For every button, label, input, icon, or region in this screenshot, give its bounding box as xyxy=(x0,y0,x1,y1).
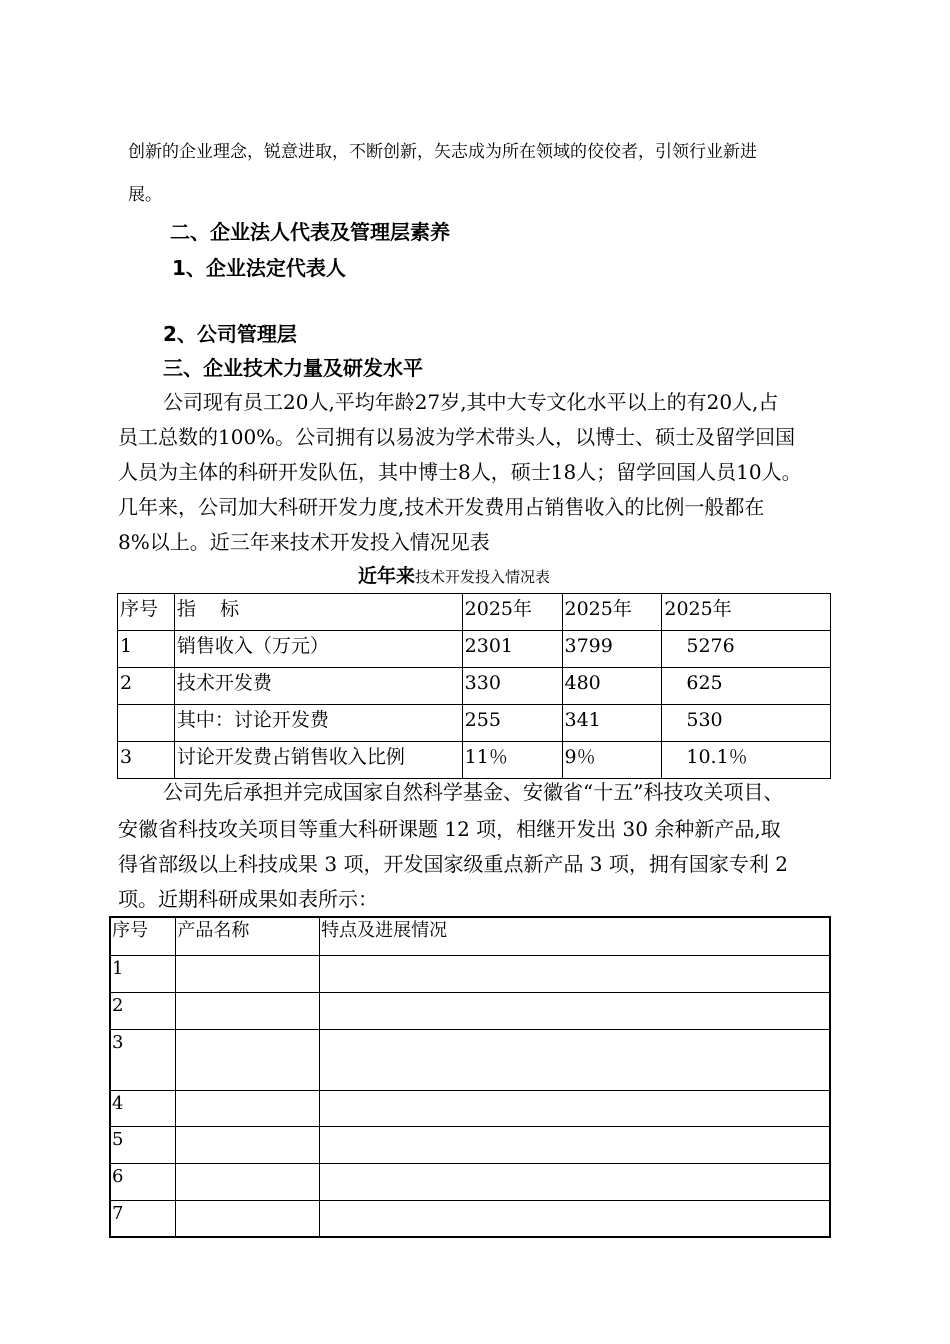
table-cell xyxy=(320,1029,830,1090)
table1-caption-sub: 技术开发投入情况表 xyxy=(415,568,551,586)
table-cell: 1 xyxy=(118,631,175,668)
table-cell: 5 xyxy=(110,1126,176,1163)
para2-line-4: 项。近期科研成果如表所示： xyxy=(118,887,378,911)
section-heading-3: 三、企业技术力量及研发水平 xyxy=(163,356,423,380)
para1-line-3: 人员为主体的科研开发队伍，其中博士8人，硕士18人；留学回国人员10人。 xyxy=(118,460,802,484)
header-cell: 序号 xyxy=(110,917,176,955)
table-cell: 6 xyxy=(110,1163,176,1200)
header-cell: 序号 xyxy=(118,594,175,631)
table-cell xyxy=(176,1163,320,1200)
subheading-legal-rep: 1、企业法定代表人 xyxy=(172,256,346,280)
table-row xyxy=(110,1163,830,1200)
tech-investment-table xyxy=(117,593,831,779)
table-row xyxy=(118,742,831,779)
table-cell: 讨论开发费占销售收入比例 xyxy=(174,742,462,779)
table-cell xyxy=(320,1200,830,1237)
table-row xyxy=(110,955,830,992)
table-cell xyxy=(118,705,175,742)
subheading-management: 2、公司管理层 xyxy=(163,322,297,346)
table-cell: 9％ xyxy=(562,742,662,779)
table-cell xyxy=(176,1029,320,1090)
table-row xyxy=(118,705,831,742)
table-cell xyxy=(320,1090,830,1126)
para1-line-2: 员工总数的100%。公司拥有以易波为学术带头人，以博士、硕士及留学回国 xyxy=(118,425,796,449)
para1-line-5: 8%以上。近三年来技术开发投入情况见表 xyxy=(118,530,490,554)
table-cell: 1 xyxy=(110,955,176,992)
table-row xyxy=(110,1200,830,1237)
header-cell: 2025年 xyxy=(562,594,662,631)
table-cell: 11％ xyxy=(462,742,562,779)
header-cell: 指 标 xyxy=(174,594,462,631)
table-cell: 625 xyxy=(662,668,831,705)
table-cell: 480 xyxy=(562,668,662,705)
table-cell xyxy=(320,955,830,992)
table-row xyxy=(110,992,830,1029)
table-cell: 2301 xyxy=(462,631,562,668)
table-cell: 其中：讨论开发费 xyxy=(174,705,462,742)
table-cell xyxy=(176,955,320,992)
table-cell xyxy=(176,1200,320,1237)
research-results-table xyxy=(109,916,831,1238)
table-cell: 10.1％ xyxy=(662,742,831,779)
header-cell: 2025年 xyxy=(462,594,562,631)
table-cell xyxy=(320,1163,830,1200)
table-cell: 255 xyxy=(462,705,562,742)
table-cell: 330 xyxy=(462,668,562,705)
header-cell: 产品名称 xyxy=(176,917,320,955)
table-cell: 2 xyxy=(110,992,176,1029)
table-cell xyxy=(320,1126,830,1163)
table-header-row xyxy=(118,594,831,631)
header-cell: 2025年 xyxy=(662,594,831,631)
intro-line-1: 创新的企业理念，锐意进取，不断创新，矢志成为所在领域的佼佼者，引领行业新进 xyxy=(128,142,757,162)
table-row xyxy=(118,631,831,668)
table-cell: 技术开发费 xyxy=(174,668,462,705)
table-cell: 341 xyxy=(562,705,662,742)
table-header-row xyxy=(110,917,830,955)
para2-line-1: 公司先后承担并完成国家自然科学基金、安徽省“十五”科技攻关项目、 xyxy=(163,780,784,804)
table-cell xyxy=(320,992,830,1029)
table-cell xyxy=(176,1126,320,1163)
table-row xyxy=(118,668,831,705)
table-cell: 销售收入（万元） xyxy=(174,631,462,668)
table-cell xyxy=(176,992,320,1029)
para1-line-1: 公司现有员工20人,平均年龄27岁,其中大专文化水平以上的有20人,占 xyxy=(163,390,779,414)
table-cell: 3799 xyxy=(562,631,662,668)
table-cell: 5276 xyxy=(662,631,831,668)
table1-caption xyxy=(358,561,550,588)
intro-line-2: 展。 xyxy=(128,185,162,205)
table-row xyxy=(110,1029,830,1090)
table-cell: 4 xyxy=(110,1090,176,1126)
header-cell: 特点及进展情况 xyxy=(320,917,830,955)
table-cell: 3 xyxy=(110,1029,176,1090)
table-row xyxy=(110,1126,830,1163)
table-cell: 3 xyxy=(118,742,175,779)
para2-line-3: 得省部级以上科技成果 3 项，开发国家级重点新产品 3 项，拥有国家专利 2 xyxy=(118,852,788,876)
table-cell: 2 xyxy=(118,668,175,705)
table-cell: 7 xyxy=(110,1200,176,1237)
section-heading-2: 二、企业法人代表及管理层素养 xyxy=(170,220,450,244)
para2-line-2: 安徽省科技攻关项目等重大科研课题 12 项，相继开发出 30 余种新产品,取 xyxy=(118,817,781,841)
table-cell xyxy=(176,1090,320,1126)
table-row xyxy=(110,1090,830,1126)
table-cell: 530 xyxy=(662,705,831,742)
table1-caption-main: 近年来 xyxy=(358,565,416,587)
para1-line-4: 几年来，公司加大科研开发力度,技术开发费用占销售收入的比例一般都在 xyxy=(118,495,765,519)
